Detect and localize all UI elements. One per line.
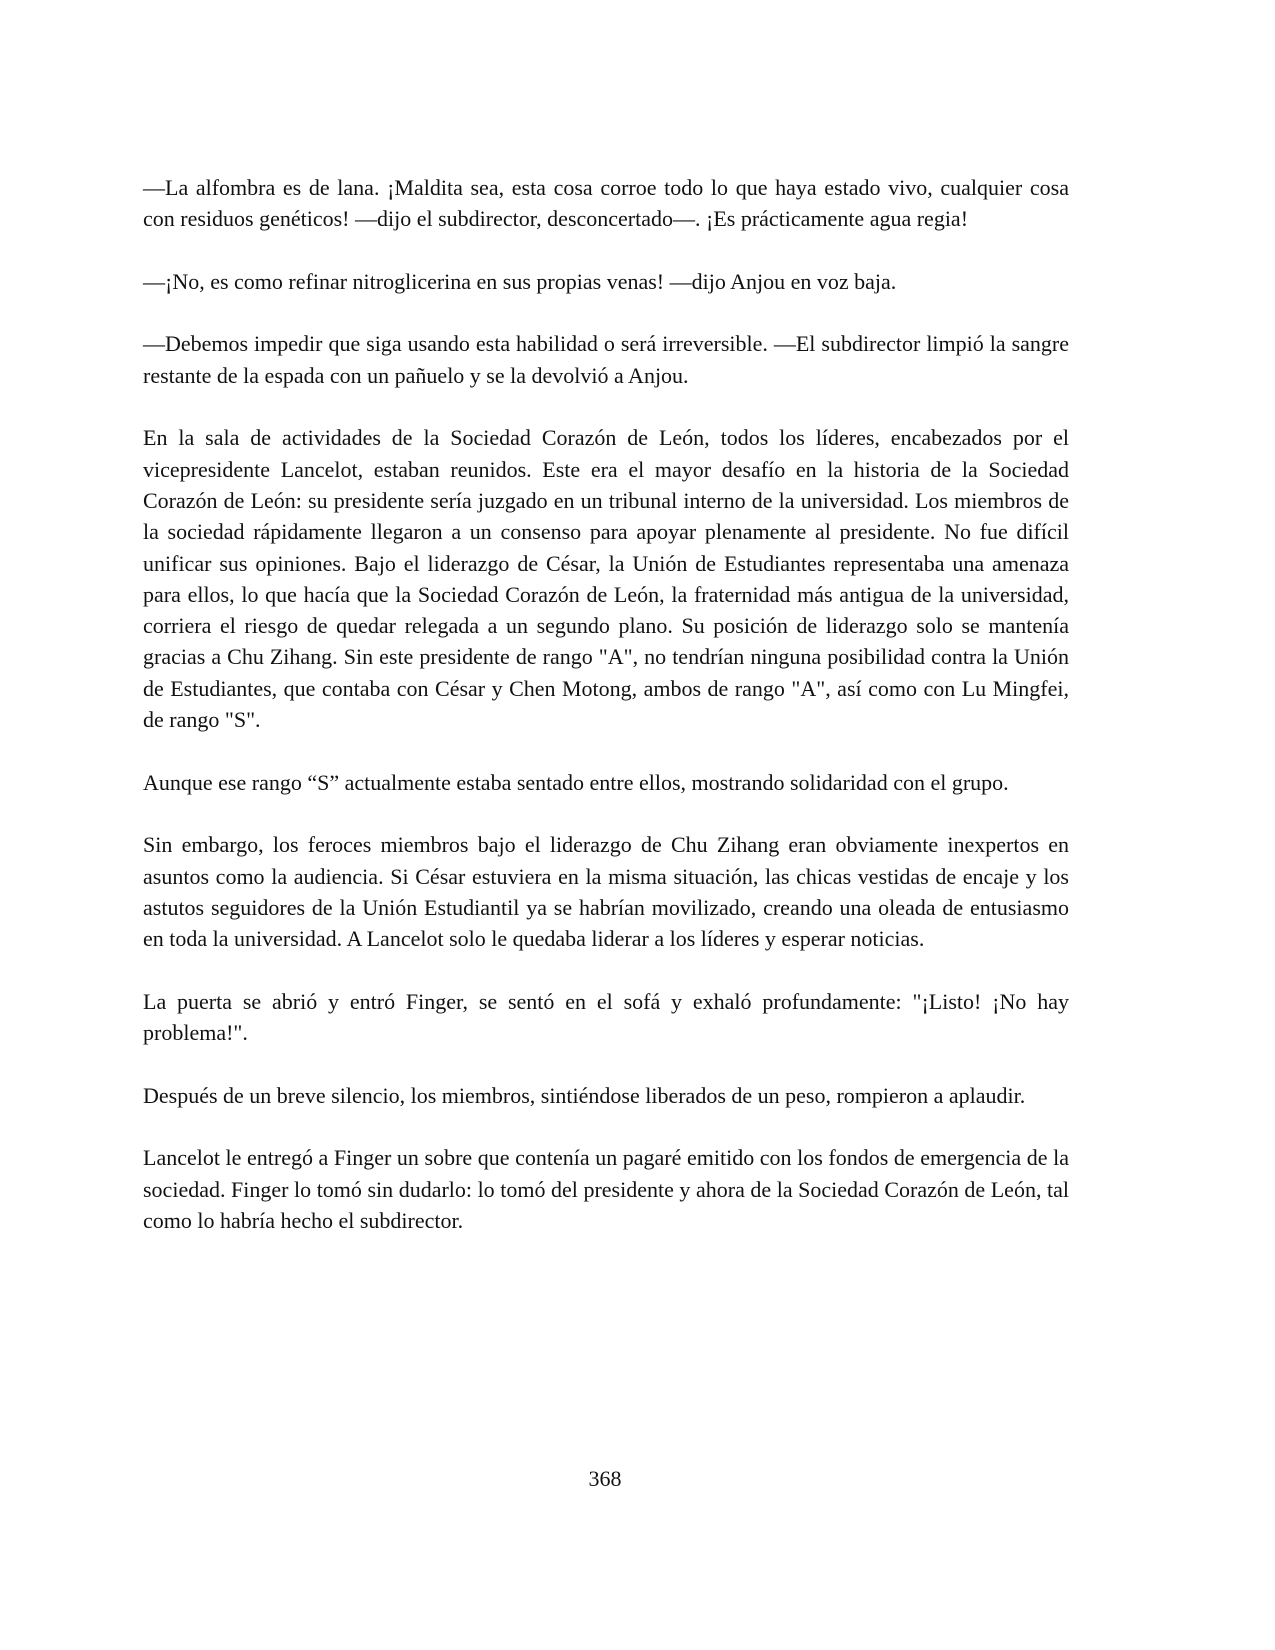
body-text: [143, 172, 1069, 1267]
page-number: 368: [588, 1466, 622, 1491]
paragraph: Lancelot le entregó a Finger un sobre que contenía un pagaré emitido con los fondos de emergencia de la sociedad. Finger lo tomó sin dudarlo: lo tomó del presidente y ahora de la Sociedad Corazón de León, tal como lo habría hecho el subdirector.: [143, 1145, 1069, 1233]
paragraph: Sin embargo, los feroces miembros bajo el liderazgo de Chu Zihang eran obviamente inexpertos en asuntos como la audiencia. Si César estuviera en la misma situación, las chicas vestidas de encaje y los astutos seguidores de la Unión Estudiantil ya se habrían movilizado, creando una oleada de entusiasmo en toda la universidad. A Lancelot solo le quedaba liderar a los líderes y esperar noticias.: [143, 832, 1069, 952]
paragraph: La puerta se abrió y entró Finger, se sentó en el sofá y exhaló profundamente: "¡Listo! ¡No hay problema!".: [143, 988, 1069, 1046]
paragraph: Después de un breve silencio, los miembros, sintiéndose liberados de un peso, rompieron a aplaudir.: [143, 1082, 1026, 1108]
paragraph: —Debemos impedir que siga usando esta habilidad o será irreversible. —El subdirector limpió la sangre restante de la espada con un pañuelo y se la devolvió a Anjou.: [143, 331, 1069, 388]
paragraph: En la sala de actividades de la Sociedad Corazón de León, todos los líderes, encabezados por el vicepresidente Lancelot, estaban reunidos. Este era el mayor desafío en la historia de la Sociedad Corazón de León: su presidente sería juzgado en un tribunal interno de la universidad. Los miembros de la sociedad rápidamente llegaron a un consenso para apoyar plenamente al presidente. No fue difícil unificar sus opiniones. Bajo el liderazgo de César, la Unión de Estudiantes representaba una amenaza para ellos, lo que hacía que la Sociedad Corazón de León, la fraternidad más antigua de la universidad, corriera el riesgo de quedar relegada a un segundo plano. Su posición de liderazgo solo se mantenía gracias a Chu Zihang. Sin este presidente de rango "A", no tendrían ninguna posibilidad contra la Unión de Estudiantes, que contaba con César y Chen Motong, ambos de rango "A", así como con Lu Mingfei, de rango "S".: [143, 425, 1069, 733]
paragraph: —La alfombra es de lana. ¡Maldita sea, esta cosa corroe todo lo que haya estado vivo, cualquier cosa con residuos genéticos! —dijo el subdirector, desconcertado—. ¡Es prácticamente agua regia!: [143, 175, 1069, 232]
paragraph: Aunque ese rango “S” actualmente estaba sentado entre ellos, mostrando solidaridad con el grupo.: [143, 769, 1009, 795]
paragraph: —¡No, es como refinar nitroglicerina en sus propias venas! —dijo Anjou en voz baja.: [143, 268, 897, 294]
